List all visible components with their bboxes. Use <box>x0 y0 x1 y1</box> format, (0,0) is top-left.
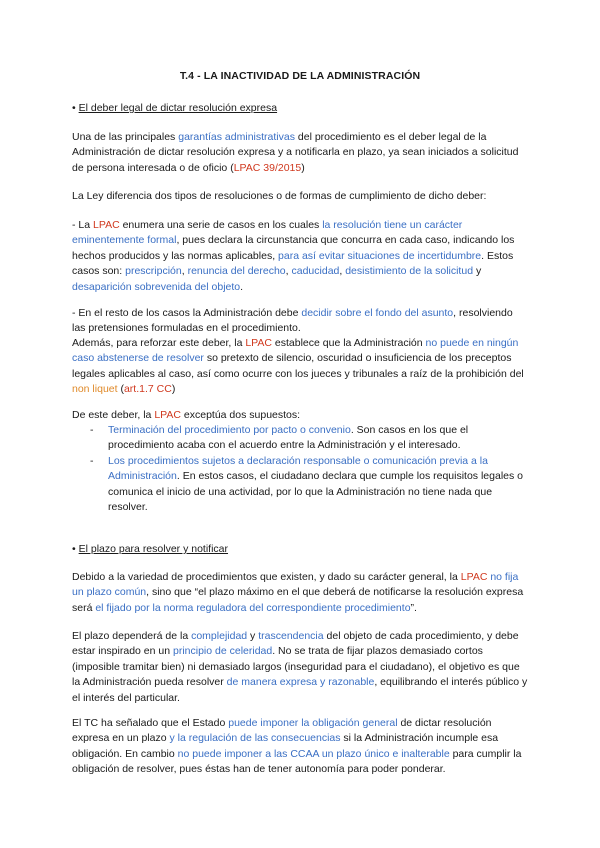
bullet: • <box>72 543 76 555</box>
paragraph-excepciones: De este deber, la LPAC exceptúa dos supuestos: <box>72 409 301 421</box>
bullet: • <box>72 102 76 114</box>
paragraph-tipos: La Ley diferencia dos tipos de resoluciones o de formas de cumplimiento de dicho deber: <box>72 190 487 202</box>
exceptions-list <box>72 423 528 515</box>
list-item: - Los procedimientos sujetos a declaración responsable o comunicación previa a la Administración. En estos casos, el ciudadano declara que cumple los requisitos legales o comunica el inicio de una actividad, por lo que la Administración no tiene nada que resolver. <box>90 454 523 514</box>
paragraph-fondo-asunto: - En el resto de los casos la Administración debe decidir sobre el fondo del asunto, resolviendo las pretensiones formuladas en el procedimiento. <box>72 307 513 335</box>
paragraph-tc: El TC ha señalado que el Estado puede imponer la obligación general de dictar resolución expresa en un plazo y la regulación de las consecuencias si la Administración incumple esa obligación. En cambio no puede imponer a las CCAA un plazo único e inalterable para cumplir la obligación de resolver, pues éstas han de tener autonomía para poder ponderar. <box>72 717 522 776</box>
page-title: T.4 - LA INACTIVIDAD DE LA ADMINISTRACIÓN <box>179 70 421 82</box>
paragraph-plazo-comun: Debido a la variedad de procedimientos que existen, y dado su carácter general, la LPAC no fija un plazo común, sino que “el plazo máximo en el que deberá de notificarse la resolución expresa será el fijado por la norma reguladora del correspondiente procedimiento”. <box>72 571 524 614</box>
section-heading-plazo <box>72 542 228 557</box>
section-heading-deber <box>72 101 277 116</box>
paragraph-casos-formales: - La LPAC enumera una serie de casos en los cuales la resolución tiene un carácter eminentemente formal, pues declara la circunstancia que concurra en cada caso, indicando los hechos producidos y las normas aplicables, para así evitar situaciones de incertidumbre. Estos casos son: prescripción, renuncia del derecho, caducidad, desistimiento de la solicitud y desaparición sobrevenida del objeto. <box>72 219 515 293</box>
paragraph-refuerzo: Además, para reforzar este deber, la LPAC establece que la Administración no puede en ningún caso abstenerse de resolver so pretexto de silencio, oscuridad o insuficiencia de los preceptos legales aplicables al caso, así como ocurre con los jueces y tribunales a raíz de la prohibición del non liquet (art.1.7 CC) <box>72 337 524 396</box>
list-item: - Terminación del procedimiento por pacto o convenio. Son casos en los que el procedimiento acaba con el acuerdo entre la Administración y el interesado. <box>90 424 469 452</box>
section-heading-text: El plazo para resolver y notificar <box>78 543 229 555</box>
paragraph-complejidad: El plazo dependerá de la complejidad y trascendencia del objeto de cada procedimiento, y debe estar inspirado en un principio de celeridad. No se trata de fijar plazos demasiado cortos (imposible tramitar bien) ni demasiado largos (inseguridad para el ciudadano), el objetivo es que la Administración pueda resolver de manera expresa y razonable, equilibrando el interés público y el interés del particular. <box>72 630 528 704</box>
section-heading-text: El deber legal de dictar resolución expresa <box>78 102 278 114</box>
paragraph-garantias: Una de las principales garantías administrativas del procedimiento es el deber legal de la Administración de dictar resolución expresa y a notificarla en plazo, ya sean iniciados a solicitud de persona interesada o de oficio (LPAC 39/2015) <box>72 131 519 174</box>
